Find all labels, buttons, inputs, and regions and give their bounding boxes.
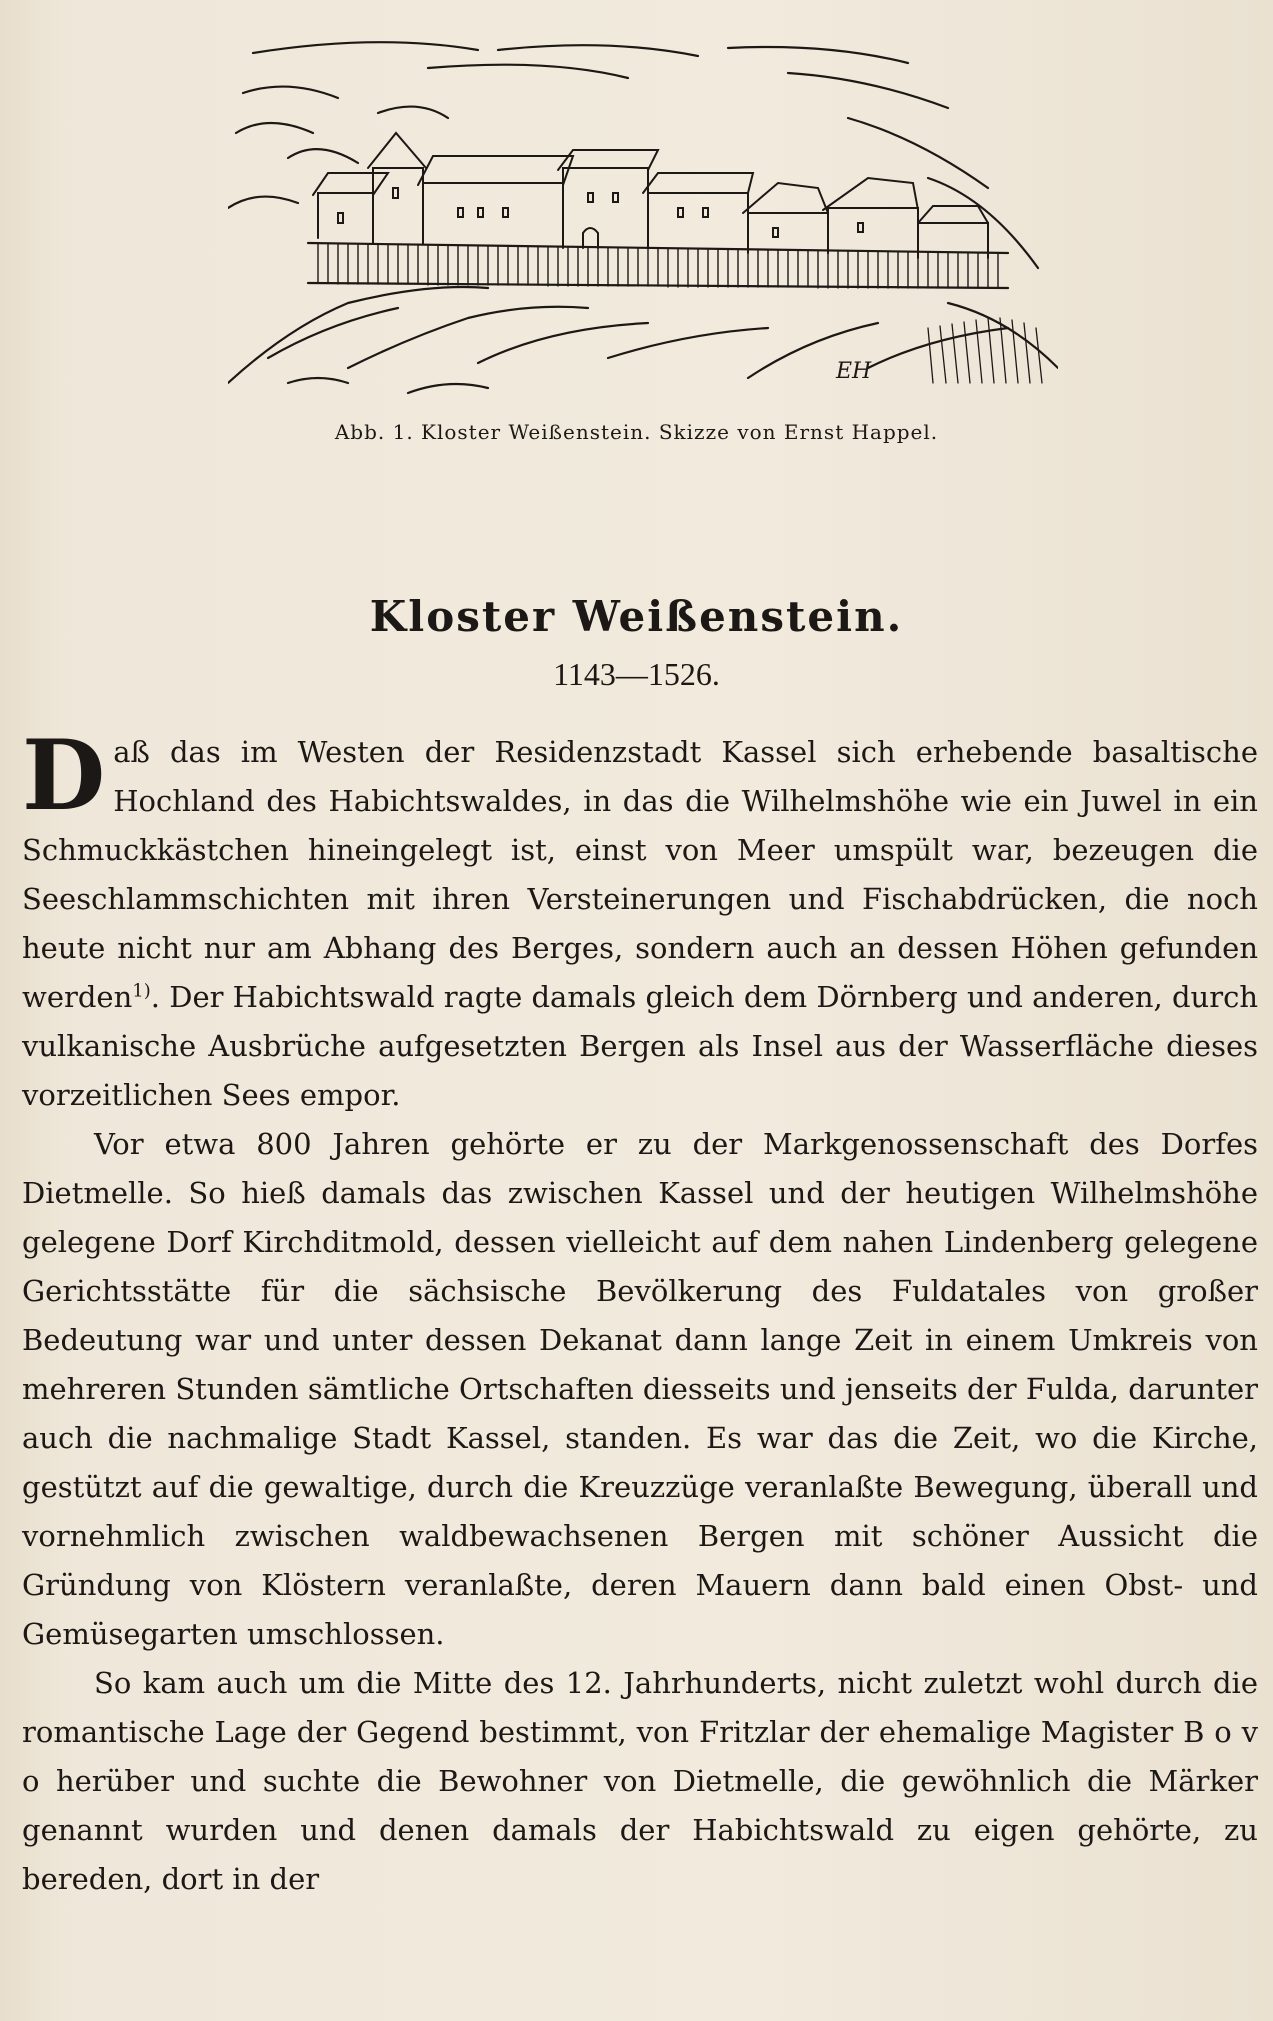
paragraph-1-end: . Der Habichtswald ragte damals gleich dem Dörnberg und anderen, durch vulkanische Ausbrüche aufgesetzten Bergen als Insel aus der Wasserfläche dieses vorzeitlichen Sees empor. — [22, 980, 1258, 1112]
paragraph-2: Vor etwa 800 Jahren gehörte er zu der Markgenossenschaft des Dorfes Dietmelle. So hieß damals das zwischen Kassel und der heutigen Wilhelmshöhe gelegene Dorf Kirchditmold, dessen vielleicht auf dem nahen Lindenberg gelegene Gerichtsstätte für die sächsische Bevölkerung des Fuldatales von großer Bedeutung war und unter dessen Dekanat dann lange Zeit in einem Umkreis von mehreren Stunden sämtliche Ortschaften diesseits und jenseits der Fulda, darunter auch die nachmalige Stadt Kassel, standen. Es war das die Zeit, wo die Kirche, gestützt auf die gewaltige, durch die Kreuzzüge veranlaßte Bewegung, überall und vornehmlich zwischen waldbewachsenen Bergen mit schöner Aussicht die Gründung von Klöstern veranlaßte, deren Mauern dann bald einen Obst- und Gemüsegarten umschlossen. — [22, 1127, 1258, 1651]
article-years: 1143—1526. — [553, 656, 720, 692]
paragraph-1 — [22, 719, 1258, 1120]
article-title: Kloster Weißenstein. — [369, 592, 904, 641]
paragraph-1-text: aß das im Westen der Residenzstadt Kassel sich erhebende basaltische Hochland des Habichtswaldes, in das die Wilhelmshöhe wie ein Juwel in ein Schmuckkästchen hineingelegt ist, einst von Meer umspült war, bezeugen die Seeschlammschichten mit ihren Versteinerungen und Fischabdrücken, die noch heute nicht nur am Abhang des Berges, sondern auch an dessen Höhen gefunden werden — [22, 735, 1258, 1014]
artist-signature: EH — [836, 359, 872, 384]
paragraph-3: So kam auch um die Mitte des 12. Jahrhunderts, nicht zuletzt wohl durch die romantische Lage der Gegend bestimmt, von Fritzlar der ehemalige Magister B o v o herüber und suchte die Bewohner von Dietmelle, die gewöhnlich die Märker genannt wurden und denen damals der Habichtswald zu eigen gehörte, zu bereden, dort in der — [22, 1666, 1258, 1896]
illustration-kloster-sketch — [228, 38, 1058, 398]
article-body — [22, 719, 1258, 1904]
footnote-reference: 1) — [132, 980, 151, 1002]
figure-caption: Abb. 1. Kloster Weißenstein. Skizze von Ernst Happel. — [334, 420, 939, 444]
drop-cap: D — [22, 719, 106, 832]
